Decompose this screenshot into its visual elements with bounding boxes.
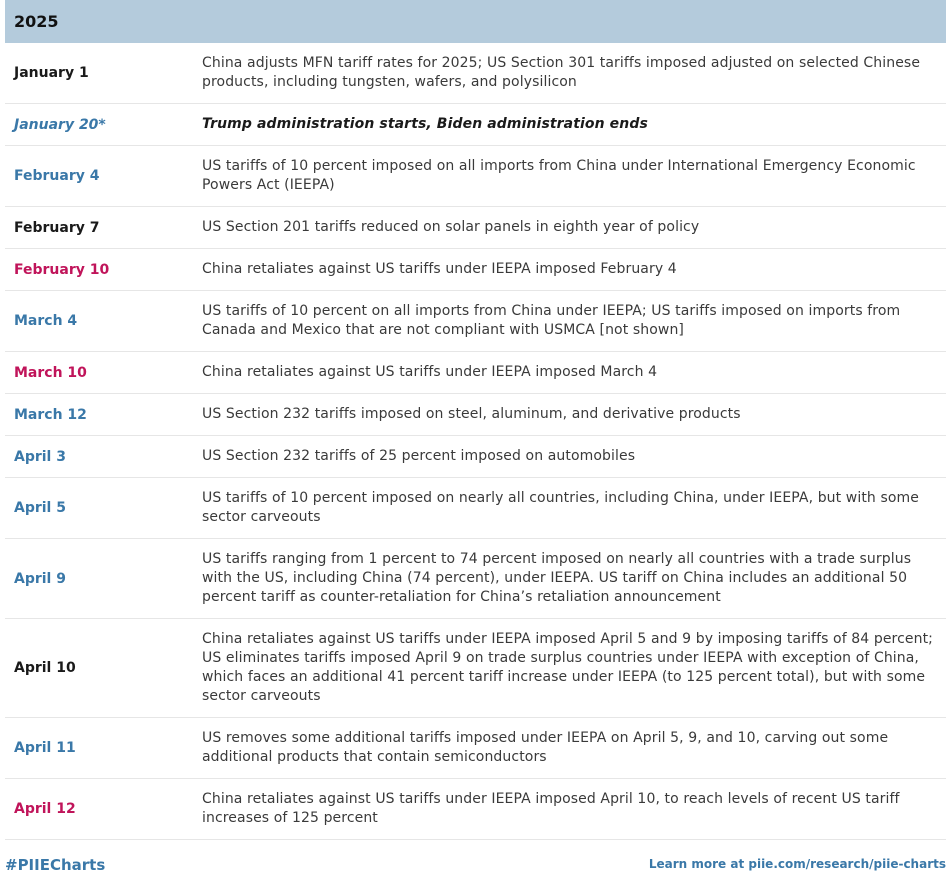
timeline-table — [5, 43, 946, 840]
row-date: February 7 — [14, 219, 100, 236]
table-row — [5, 249, 946, 291]
table-row — [5, 478, 946, 539]
row-date: March 4 — [14, 313, 78, 329]
table-row — [5, 207, 946, 249]
row-description: China retaliates against US tariffs under IEEPA imposed April 10, to reach levels of recent US tariff increases of 125 percent — [202, 791, 900, 826]
row-description: China retaliates against US tariffs under IEEPA imposed March 4 — [202, 364, 658, 380]
table-row — [5, 104, 946, 146]
row-description: China retaliates against US tariffs under IEEPA imposed February 4 — [202, 261, 677, 277]
row-description: US tariffs of 10 percent on all imports from China under IEEPA; US tariffs imposed on imports from Canada and Mexico that are not compliant with USMCA [not shown] — [202, 303, 901, 338]
row-date: January 1 — [14, 65, 89, 81]
learn-more-link[interactable]: Learn more at piie.com/research/piie-charts — [648, 857, 946, 871]
row-date: March 12 — [14, 406, 87, 423]
table-row — [5, 43, 946, 104]
row-date: January 20* — [14, 116, 106, 133]
row-date: April 3 — [14, 448, 66, 465]
row-description: China adjusts MFN tariff rates for 2025; US Section 301 tariffs imposed adjusted on selected Chinese products, including tungsten, wafers, and polysilicon — [202, 55, 921, 90]
row-description: US Section 232 tariffs of 25 percent imposed on automobiles — [202, 448, 636, 464]
year-label: 2025 — [14, 12, 59, 31]
row-description: US Section 201 tariffs reduced on solar panels in eighth year of policy — [202, 219, 700, 235]
table-row — [5, 779, 946, 840]
row-description: US tariffs of 10 percent imposed on all imports from China under International Emergency Economic Powers Act (IEEPA) — [202, 158, 916, 193]
row-description: Trump administration starts, Biden administration ends — [202, 116, 648, 132]
row-date: April 10 — [14, 660, 76, 676]
row-description: China retaliates against US tariffs under IEEPA imposed April 5 and 9 by imposing tariffs of 84 percent; US eliminates tariffs imposed April 9 on trade surplus countries under IEEPA with exception of China, which faces an additional 41 percent tariff increase under IEEPA (to 125 percent total), but with some sector carveouts — [202, 631, 933, 704]
row-date: April 11 — [14, 740, 76, 756]
table-row — [5, 718, 946, 779]
table-row — [5, 394, 946, 436]
table-row — [5, 539, 946, 619]
table-row — [5, 352, 946, 394]
row-date: February 10 — [14, 261, 110, 278]
table-row — [5, 619, 946, 718]
row-date: April 12 — [14, 801, 76, 817]
row-date: April 5 — [14, 500, 66, 516]
row-date: February 4 — [14, 168, 100, 184]
row-description: US tariffs ranging from 1 percent to 74 percent imposed on nearly all countries with a trade surplus with the US, including China (74 percent), under IEEPA. US tariff on China includes an additional 50 percent tariff as counter-retaliation for China’s retaliation announcement — [202, 551, 912, 605]
row-date: April 9 — [14, 570, 66, 587]
table-row — [5, 291, 946, 352]
row-description: US Section 232 tariffs imposed on steel, aluminum, and derivative products — [202, 406, 741, 422]
year-header — [5, 0, 946, 43]
table-row — [5, 146, 946, 207]
row-description: US tariffs of 10 percent imposed on nearly all countries, including China, under IEEPA, but with some sector carveouts — [202, 490, 919, 525]
table-row — [5, 436, 946, 478]
row-date: March 10 — [14, 364, 87, 381]
hashtag-link[interactable]: #PIIECharts — [5, 856, 106, 874]
row-description: US removes some additional tariffs imposed under IEEPA on April 5, 9, and 10, carving out some additional products that contain semiconductors — [202, 730, 889, 765]
